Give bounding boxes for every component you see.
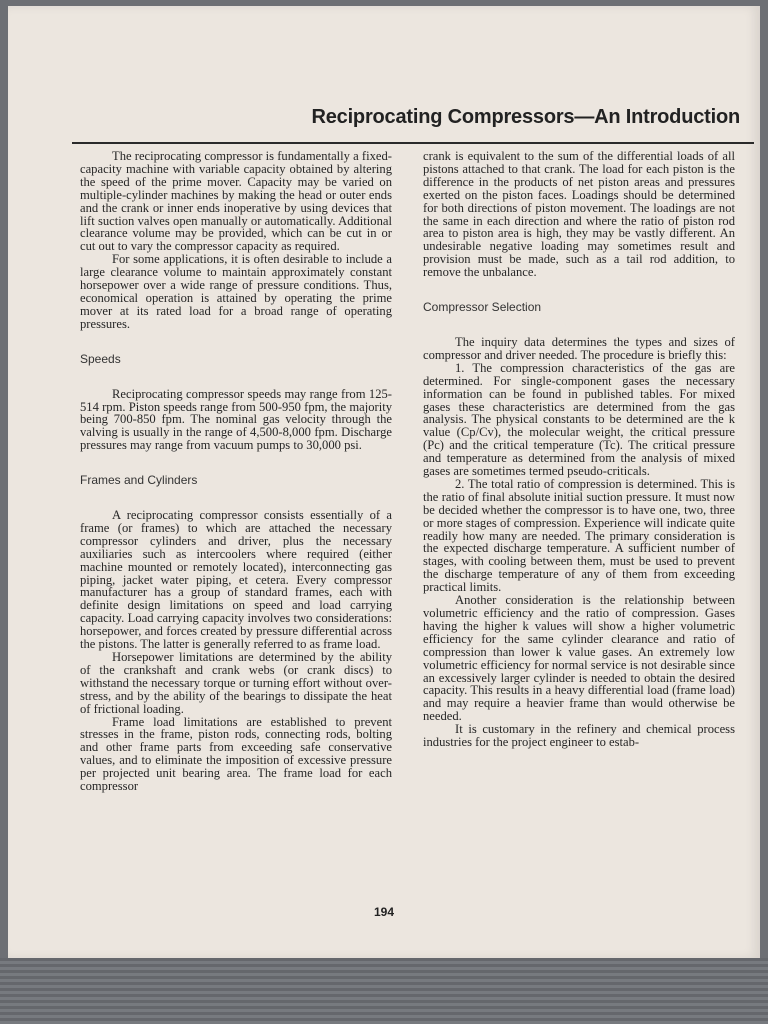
section-heading-frames: Frames and Cylinders bbox=[80, 473, 198, 488]
paragraph: Another consideration is the relationship between volumetric efficiency and the ratio of compression. Gases having the higher k values will show a higher volumetric efficiency for the same cylinder clearance and ratio of compression than lower k value gases. An extremely low volumetric efficiency for normal service is not desirable since an excessively larger cylinder is needed to obtain the desired capacity. This results in a heavy differential load (frame load) and may require a heavier frame than would otherwise be needed. bbox=[423, 593, 735, 724]
section-heading-selection: Compressor Selection bbox=[423, 300, 542, 315]
right-column bbox=[423, 150, 735, 749]
paragraph: 2. The total ratio of compression is determined. This is the ratio of final absolute initial suction pressure. It must now be decided whether the compressor is to have one, two, three or more stages of compression. Experience will indicate quite readily how many are needed. The primary consideration is the expected discharge temperature. A sufficient number of stages, with cooling between them, must be used to prevent the discharge temperature of any of them from exceeding practical limits. bbox=[423, 476, 735, 595]
paragraph: crank is equivalent to the sum of the differential loads of all pistons attached to that crank. The load for each piston is the difference in the products of net piston areas and pressures exerted on the piston faces. Loadings should be determined for both directions of piston movement. The loadings are not the same in each direction and where the ratio of piston rod area to piston area is high, they may be vastly different. An undesirable negative loading may sometimes result and provision must be made, such as a tail rod addition, to remove the unbalance. bbox=[423, 149, 735, 280]
page-number: 194 bbox=[373, 905, 395, 919]
scanner-background bbox=[0, 958, 768, 1024]
page-title: Reciprocating Compressors—An Introduction bbox=[311, 106, 740, 128]
title-rule bbox=[72, 142, 754, 144]
paragraph: 1. The compression characteristics of the gas are determined. For single-component gases the necessary information can be found in published tables. For mixed gases these characteristics are determined from the gas analysis. The physical constants to be determined are the k value (Cp/Cv), the molecular weight, the critical pressure (Pc) and the critical temperature (Tc). The critical pressure and temperature as determined from the analysis of mixed gases are sometimes termed pseudo-criticals. bbox=[423, 360, 735, 479]
paragraph: Horsepower limitations are determined by the ability of the crankshaft and crank webs (or crank discs) to withstand the necessary torque or turning effort without over-stress, and by the ability of the bearings to dissipate the heat of frictional loading. bbox=[80, 650, 392, 716]
paragraph: The inquiry data determines the types and sizes of compressor and driver needed. The procedure is briefly this: bbox=[423, 334, 735, 362]
paragraph: The reciprocating compressor is fundamentally a fixed-capacity machine with variable capacity obtained by altering the speed of the prime mover. Capacity may be varied on multiple-cylinder machines by making the head or outer ends and the crank or inner ends inoperative by using devices that lift suction valves open manually or automatically. Additional clearance volume may be provided, which can be cut in or cut out to vary the compressor capacity as required. bbox=[80, 149, 392, 254]
paragraph: A reciprocating compressor consists essentially of a frame (or frames) to which are attached the necessary compressor cylinders and driver, plus the necessary auxiliaries such as intercoolers where required (either machine mounted or remotely located), interconnecting gas piping, jacket water piping, et cetera. Every compressor manufacturer has a group of standard frames, each with definite design limitations on speed and load carrying capacity. Load carrying capacity involves two considerations: horsepower, and forces created by pressure differential across the pistons. The latter is generally referred to as frame load. bbox=[80, 508, 392, 652]
left-column bbox=[80, 150, 392, 793]
paragraph: Frame load limitations are established to prevent stresses in the frame, piston rods, connecting rods, bolting and other frame parts from exceeding safe conservative values, and to eliminate the imposition of excessive pressure per projected unit bearing area. The frame load for each compressor bbox=[80, 714, 392, 794]
section-heading-speeds: Speeds bbox=[80, 351, 121, 366]
paragraph: It is customary in the refinery and chemical process industries for the project engineer to estab- bbox=[423, 722, 735, 750]
paragraph: For some applications, it is often desirable to include a large clearance volume to maintain approximately constant horsepower over a wide range of pressure conditions. Thus, economical operation is attained by operating the prime mover at its rated load for a broad range of operating pressures. bbox=[80, 252, 392, 331]
paragraph: Reciprocating compressor speeds may range from 125-514 rpm. Piston speeds range from 500-950 fpm, the majority being 700-850 fpm. The nominal gas velocity through the valving is usually in the range of 4,500-8,000 fpm. Discharge pressures may range from vacuum pumps to 30,000 psi. bbox=[80, 386, 392, 453]
